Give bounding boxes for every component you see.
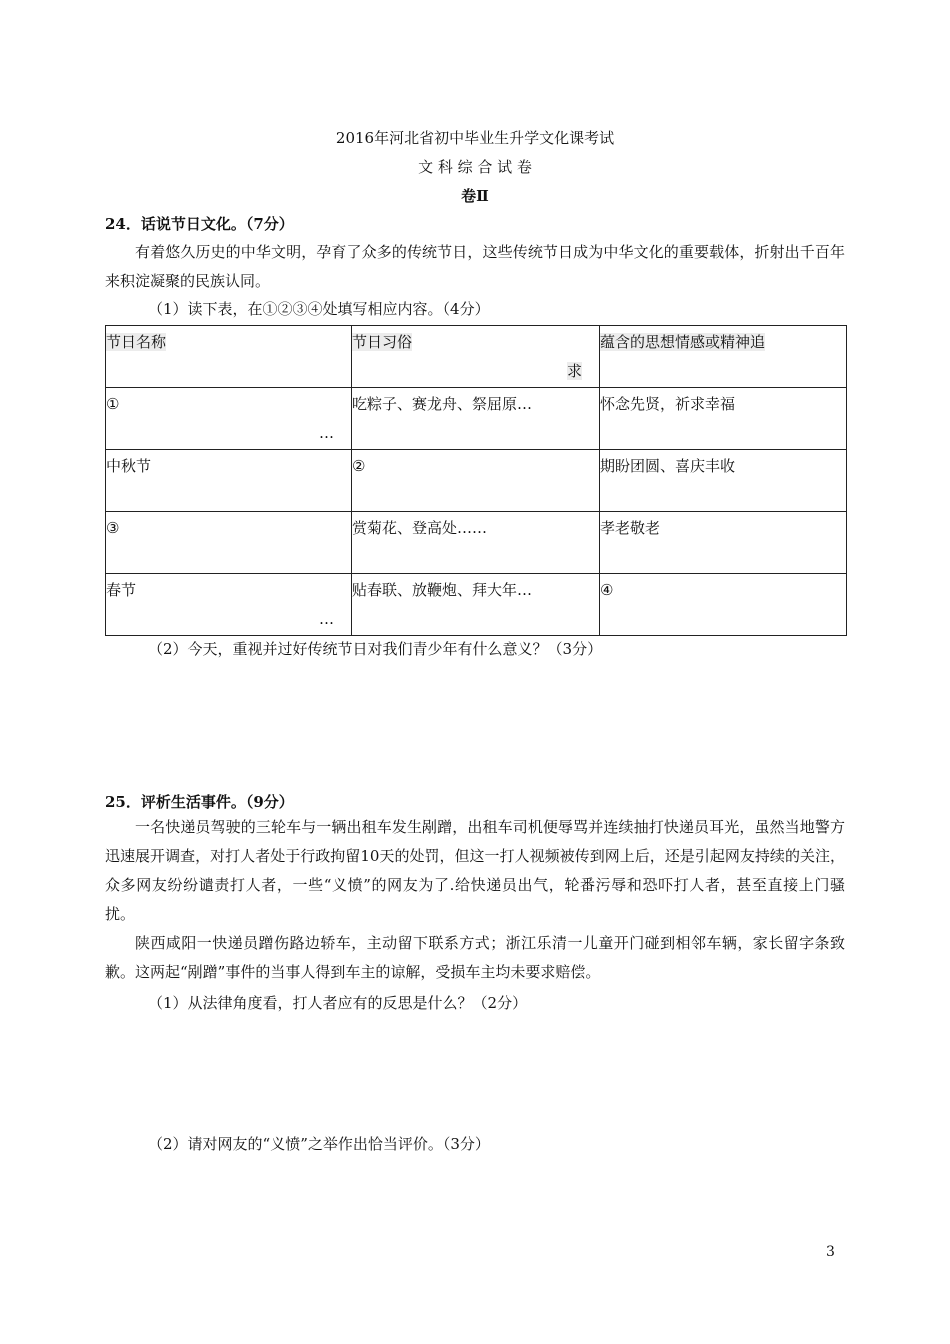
exam-subtitle: 文 科 综 合 试 卷 bbox=[418, 158, 532, 176]
cell-meaning: 孝老敬老 bbox=[600, 512, 847, 574]
cell-custom: 吃粽子、赛龙舟、祭屈原… … bbox=[352, 388, 600, 450]
exam-volume: 卷Ⅱ bbox=[461, 187, 489, 205]
table-row bbox=[106, 388, 847, 450]
q25-part1: （1）从法律角度看，打人者应有的反思是什么？（2分） bbox=[148, 994, 528, 1012]
q24-part1: （1）读下表，在①②③④处填写相应内容。（4分） bbox=[148, 300, 490, 318]
table-row bbox=[106, 512, 847, 574]
cell-name: 中秋节 bbox=[106, 450, 352, 512]
table-row bbox=[106, 450, 847, 512]
cell-name: ① bbox=[106, 388, 352, 450]
exam-title: 2016年河北省初中毕业生升学文化课考试 bbox=[335, 129, 615, 147]
cell-custom: ② bbox=[352, 450, 600, 512]
header-cell-custom: 节日习俗 bbox=[352, 326, 600, 388]
header-cell-name: 节日名称 bbox=[106, 326, 352, 388]
q25-heading: 25．评析生活事件。（9分） bbox=[105, 793, 294, 811]
q24-part2: （2）今天，重视并过好传统节日对我们青少年有什么意义？（3分） bbox=[148, 640, 603, 658]
q25-para1: 一名快递员驾驶的三轮车与一辆出租车发生剐蹭，出租车司机便辱骂并连续抽打快递员耳光，虽然当地警方迅速展开调查，对打人者处于行政拘留10天的处罚，但这一打人视频被传到网上后，还是引起网友持续的关注，众多网友纷纷谴责打人者，一些“义愤”的网友为了.给快递员出气，轮番污辱和恐吓打人者，甚至直接上门骚扰。 bbox=[105, 818, 845, 923]
q24-heading: 24．话说节日文化。（7分） bbox=[105, 215, 294, 233]
cell-meaning: 期盼团圆、喜庆丰收 bbox=[600, 450, 847, 512]
festival-table bbox=[105, 325, 847, 636]
table-header-row bbox=[106, 326, 847, 388]
q25-para2: 陕西咸阳一快递员蹭伤路边轿车，主动留下联系方式；浙江乐清一儿童开门碰到相邻车辆，家长留字条致歉。这两起“剐蹭”事件的当事人得到车主的谅解，受损车主均未要求赔偿。 bbox=[105, 934, 845, 981]
cell-custom: 赏菊花、登高处…… bbox=[352, 512, 600, 574]
table-row bbox=[106, 574, 847, 636]
page-number: 3 bbox=[826, 1244, 835, 1260]
cell-custom: 贴春联、放鞭炮、拜大年… … bbox=[352, 574, 600, 636]
cell-meaning: 怀念先贤，祈求幸福 bbox=[600, 388, 847, 450]
cell-name: ③ bbox=[106, 512, 352, 574]
header-cell-meaning: 蕴含的思想情感或精神追 求 bbox=[600, 326, 847, 388]
q24-intro: 有着悠久历史的中华文明，孕育了众多的传统节日，这些传统节日成为中华文化的重要载体，折射出千百年来积淀凝聚的民族认同。 bbox=[105, 243, 845, 290]
cell-name: 春节 bbox=[106, 574, 352, 636]
cell-meaning: ④ bbox=[600, 574, 847, 636]
q25-part2: （2）请对网友的“义愤”之举作出恰当评价。（3分） bbox=[148, 1135, 490, 1153]
